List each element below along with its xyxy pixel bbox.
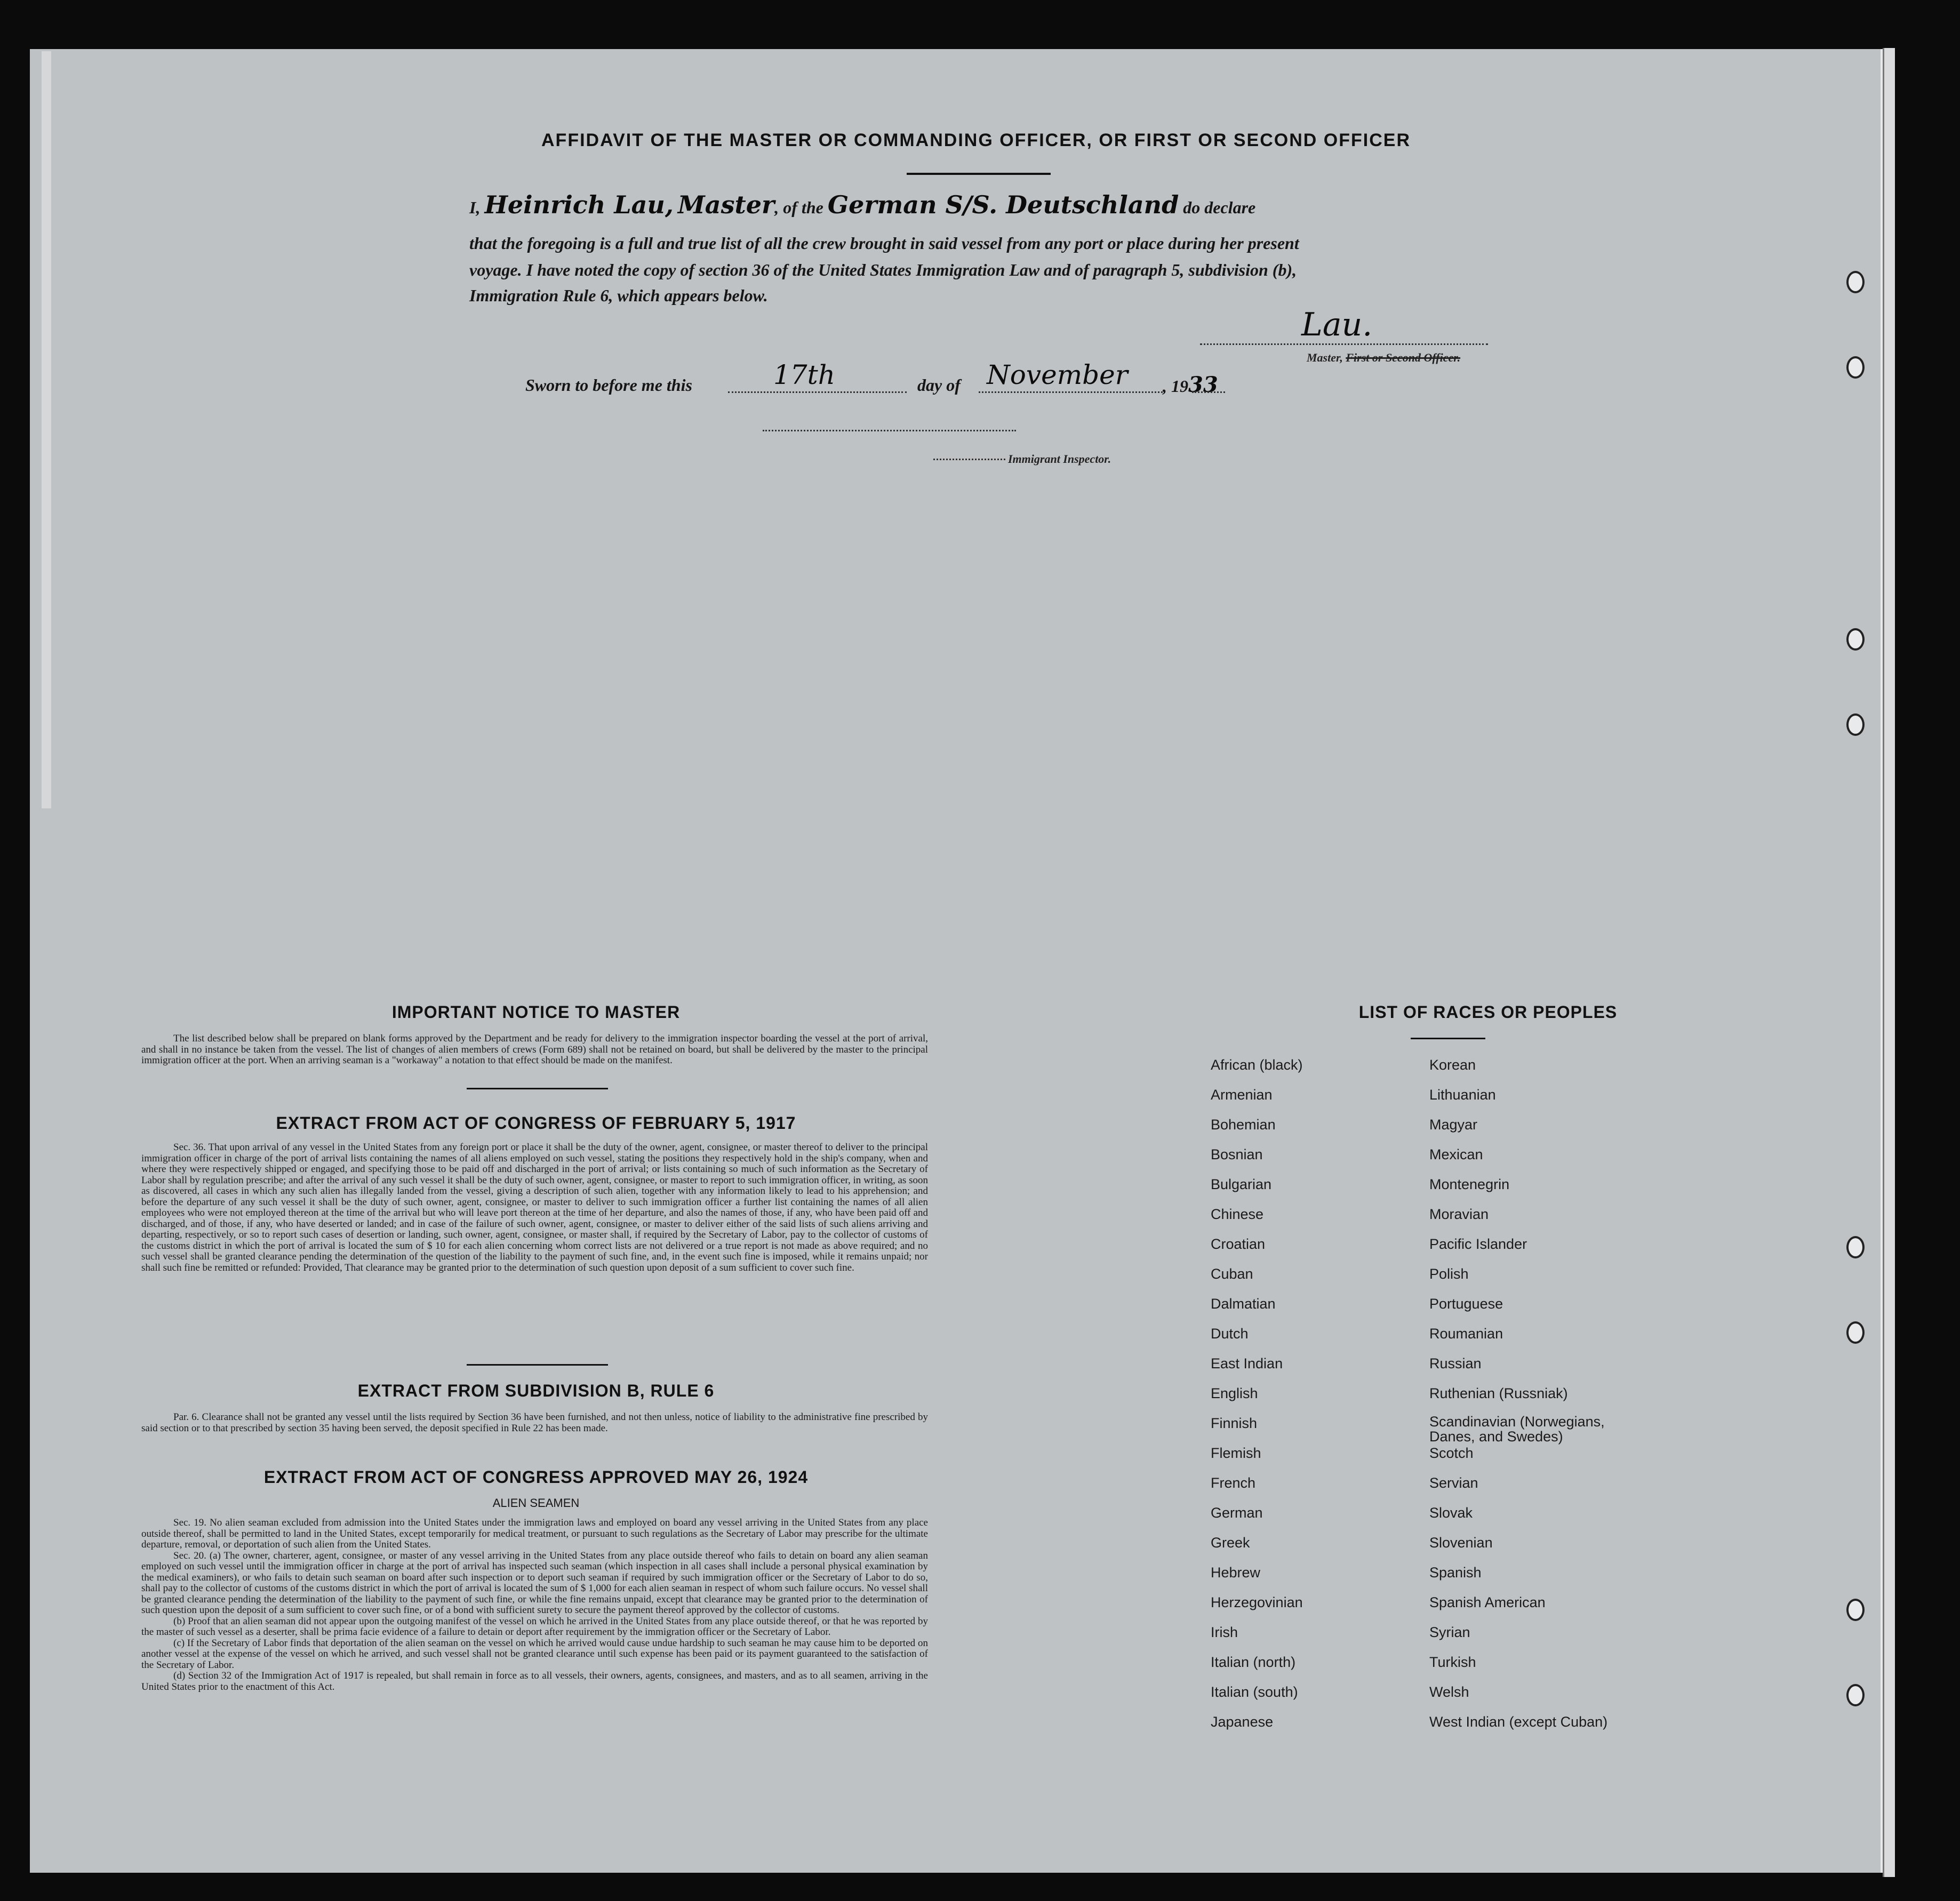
race-item: Japanese (1211, 1714, 1274, 1730)
sworn-month: November (987, 359, 1128, 390)
race-item: Spanish (1429, 1565, 1482, 1581)
race-item: Pacific Islander (1429, 1236, 1527, 1252)
affidavit-line1 (469, 190, 1488, 221)
race-item: Croatian (1211, 1236, 1266, 1252)
extract-1924-sec19: Sec. 19. No alien seaman excluded from admission into the United States under the immigration laws and employed on board any vessel arriving in the United States from any place outside thereof, shall be permitted to land in the United States, except temporarily for medical treatment, or pursuant to such regulations as the Secretary of Labor may prescribe for the ultimate departure, removal, or deportation of such alien from the United States. (141, 1517, 928, 1550)
binder-hole (1846, 1599, 1865, 1621)
i-label: I, (469, 198, 481, 217)
race-item: East Indian (1211, 1355, 1283, 1371)
sworn-label: Sworn to before me this (525, 375, 692, 395)
race-item: Korean (1429, 1057, 1476, 1073)
races-title: LIST OF RACES OR PEOPLES (1358, 1002, 1618, 1022)
race-item: Herzegovinian (1211, 1594, 1303, 1610)
affidavit-line3: voyage. I have noted the copy of section 36 of the United States Immigration Law and of paragraph 5, subdivision (b), (469, 260, 1297, 279)
master-signature: Lau. (1301, 306, 1373, 343)
inspector-caption-line (933, 459, 1005, 460)
race-item: Portuguese (1429, 1296, 1503, 1312)
race-item: Polish (1429, 1266, 1469, 1282)
extract-1917-text: Sec. 36. That upon arrival of any vessel in the United States from any foreign port or place it shall be the duty of the owner, agent, consignee, or master thereof to deliver to the principal immigration officer in charge of the port of arrival lists containing the names of all aliens employed on such vessel, stating the positions they respectively hold in the ship's company, when and where they were respectively shipped or engaged, and specifying those to be paid off and discharged in the port of arrival; or lists containing so much of such information as the Secretary of Labor shall by regulation prescribe; and after the arrival of any such vessel it shall be the duty of such owner, agent, consignee, or master to report to such immigration officer, in writing, as soon as discovered, all cases in which any such alien has illegally landed from the vessel, giving a description of such alien, together with any information likely to lead to his apprehension; and before the departure of any such vessel it shall be the duty of such owner, agent, consignee, or master to deliver to such immigration officer a further list containing the names of all alien employees who were not employed thereon at the time of the arrival but who will leave port thereon at the time of her departure, and also the names of those, if any, who have been paid off and discharged, and of those, if any, who have deserted or landed; and in case of the failure of such owner, agent, consignee, or master to deliver either of the said lists of such aliens arriving and departing, respectively, or so to report such cases of desertion or landing, such owner, agent, consignee, or master shall, if required by the Secretary of Labor, pay to the collector of customs of the customs district in which the port of arrival is located the sum of $ 10 for each alien concerning whom correct lists are not delivered or a true report is not made as above required; and no such vessel shall be granted clearance pending the determination of the question of the liability to the payment of such fine, and, in the event such fine is imposed, while it remains unpaid; nor shall such fine be remitted or refunded: Provided, That clearance may be granted prior to the determination of such question upon deposit of a sum sufficient to cover such fine. (141, 1142, 928, 1273)
year-suffix: 33 (1188, 372, 1218, 397)
race-item: Roumanian (1429, 1326, 1503, 1342)
extract-1917-block (141, 1142, 928, 1273)
extract-rule6-text: Par. 6. Clearance shall not be granted any vessel until the lists required by Section 36 have been furnished, and not then unless, notice of liability to the administrative fine prescribed by said section or to that prescribed by section 35 having been served, the deposit specified in Rule 22 has been made. (141, 1411, 928, 1434)
binding-strip (42, 51, 51, 808)
race-item: Welsh (1429, 1684, 1469, 1700)
extract-1924-subtitle: ALIEN SEAMEN (492, 1496, 580, 1510)
race-item: Bosnian (1211, 1146, 1263, 1162)
race-item: Bohemian (1211, 1117, 1276, 1133)
day-of-label: day of (917, 375, 961, 395)
race-item: Flemish (1211, 1445, 1261, 1461)
race-item: Spanish American (1429, 1594, 1546, 1610)
race-item: Bulgarian (1211, 1176, 1272, 1192)
extract-1924-sec20c: (c) If the Secretary of Labor finds that deportation of the alien seaman on the vessel on which he arrived would cause undue hardship to such seaman he may cause him to be deported on another vessel at the expense of the vessel on which he arrived, and such vessel shall not be granted clearance until such expense has been paid or its payment guaranteed to the satisfaction of the Secretary of Labor. (141, 1637, 928, 1671)
extract-1917-rule (467, 1364, 608, 1366)
inspector-caption: Immigrant Inspector. (1008, 452, 1111, 466)
extract-1924-title: EXTRACT FROM ACT OF CONGRESS APPROVED MAY 26, 1924 (263, 1467, 809, 1487)
sworn-line (525, 373, 1240, 397)
race-item: German (1211, 1505, 1263, 1521)
race-item: African (black) (1211, 1057, 1303, 1073)
notice-rule (467, 1088, 608, 1089)
binder-hole (1846, 713, 1865, 736)
notice-text: The list described below shall be prepared on blank forms approved by the Department and be ready for delivery to the immigration inspector boarding the vessel at the port of arrival, and shall in no instance be taken from the vessel. The list of changes of alien members of crews (Form 689) shall not be retained on board, but shall be delivered by the master to the principal immigration officer at the port. When an arriving seaman is a "workaway" a notation to that effect should be made on the manifest. (141, 1033, 928, 1066)
races-rule (1411, 1038, 1485, 1039)
extract-rule6-title: EXTRACT FROM SUBDIVISION B, RULE 6 (357, 1381, 715, 1400)
binder-hole (1846, 271, 1865, 293)
year-label (1163, 373, 1218, 398)
binder-hole (1846, 1321, 1865, 1344)
signature-line (1200, 343, 1488, 345)
race-item: Turkish (1429, 1654, 1476, 1670)
sheet-edge (1883, 48, 1895, 1877)
title-rule (907, 173, 1051, 175)
race-item: Armenian (1211, 1087, 1273, 1103)
race-item: Dalmatian (1211, 1296, 1276, 1312)
race-item: Irish (1211, 1624, 1238, 1640)
caption-struck-officer: First or Second Officer. (1346, 351, 1461, 364)
inspector-signature-line (763, 430, 1016, 431)
extract-1924-sec20d: (d) Section 32 of the Immigration Act of 1917 is repealed, but shall remain in force as to all vessels, their owners, agents, consignees, and masters, and as to all seamen, arriving in the United States prior to the enactment of this Act. (141, 1670, 928, 1693)
notice-block (141, 1033, 928, 1066)
race-item: Ruthenian (Russniak) (1429, 1385, 1568, 1401)
do-declare-label: do declare (1183, 198, 1256, 217)
affidavit-line4: Immigration Rule 6, which appears below. (469, 286, 768, 305)
of-the-label: , of the (774, 198, 823, 217)
race-item: Servian (1429, 1475, 1478, 1491)
extract-1917-title: EXTRACT FROM ACT OF CONGRESS OF FEBRUARY 5, 1917 (276, 1113, 796, 1133)
extract-rule6-block (141, 1412, 928, 1434)
race-item: Italian (north) (1211, 1654, 1296, 1670)
sworn-day: 17th (773, 359, 835, 390)
race-item: Magyar (1429, 1117, 1478, 1133)
race-item: Mexican (1429, 1146, 1483, 1162)
races-column-1 (1211, 1056, 1413, 1743)
affidavit-title: AFFIDAVIT OF THE MASTER OR COMMANDING OFFICER, OR FIRST OR SECOND OFFICER (541, 130, 1411, 150)
master-name: Heinrich Lau, (484, 190, 674, 219)
binder-hole (1846, 628, 1865, 651)
signature-caption (1307, 351, 1460, 365)
race-item: Finnish (1211, 1415, 1258, 1431)
master-rank: Master (677, 190, 775, 219)
race-item: Slovak (1429, 1505, 1473, 1521)
caption-master: Master, (1307, 351, 1343, 364)
vessel-name: German S/S. Deutschland (827, 190, 1179, 219)
race-item: Russian (1429, 1355, 1482, 1371)
race-item: Slovenian (1429, 1535, 1493, 1551)
sworn-month-line (979, 391, 1163, 393)
extract-1924-sec20b: (b) Proof that an alien seaman did not appear upon the outgoing manifest of the vessel on which he arrived in the United States from any place outside thereof, or that he was reported by the master of such vessel as a deserter, shall be prima facie evidence of a failure to detain or deport after requirement by the immigration officer or the Secretary of Labor. (141, 1615, 928, 1638)
race-item: Syrian (1429, 1624, 1470, 1640)
race-item: Cuban (1211, 1266, 1253, 1282)
race-item: Chinese (1211, 1206, 1264, 1222)
year-line (1192, 391, 1225, 393)
extract-1924-block (141, 1518, 928, 1693)
race-item: English (1211, 1385, 1258, 1401)
notice-title: IMPORTANT NOTICE TO MASTER (391, 1002, 681, 1022)
binder-hole (1846, 1684, 1865, 1706)
race-item: Montenegrin (1429, 1176, 1510, 1192)
affidavit-line2: that the foregoing is a full and true list of all the crew brought in said vessel from any port or place during her present (469, 234, 1299, 253)
race-item: French (1211, 1475, 1256, 1491)
race-item: Greek (1211, 1535, 1250, 1551)
sworn-day-line (728, 391, 907, 393)
year-prefix: , 19 (1163, 376, 1188, 396)
races-column-2 (1429, 1056, 1653, 1743)
race-item: Scandinavian (Norwegians, Danes, and Swedes) (1429, 1414, 1605, 1445)
race-item: Italian (south) (1211, 1684, 1298, 1700)
race-item: West Indian (except Cuban) (1429, 1714, 1608, 1730)
binder-hole (1846, 356, 1865, 379)
binder-hole (1846, 1236, 1865, 1258)
race-item: Dutch (1211, 1326, 1249, 1342)
extract-1924-sec20a: Sec. 20. (a) The owner, charterer, agent, consignee, or master of any vessel arriving in the United States from any place outside thereof who fails to detain on board any alien seaman employed on such vessel until the immigration officer in charge at the port of arrival has inspected such seaman (which inspection in all cases shall include a personal physical examination by the medical examiners), or who fails to detain such seaman on board after such inspection or to deport such seaman if required by such immigration officer or the Secretary of Labor to do so, shall pay to the collector of customs of the customs district in which the port of arrival is located the sum of $ 1,000 for each alien seaman in respect of whom such failure occurs. No vessel shall be granted clearance pending the determination of the liability to the payment of such fine, or while the fine remains unpaid, except that clearance may be granted prior to the determination of such question upon the deposit of a sum sufficient to cover such fine, or of a bond with sufficient surety to secure the payment thereof approved by the collector of customs. (141, 1550, 928, 1616)
race-item: Scotch (1429, 1445, 1474, 1461)
race-item: Hebrew (1211, 1565, 1261, 1581)
race-item: Moravian (1429, 1206, 1489, 1222)
race-item: Lithuanian (1429, 1087, 1496, 1103)
